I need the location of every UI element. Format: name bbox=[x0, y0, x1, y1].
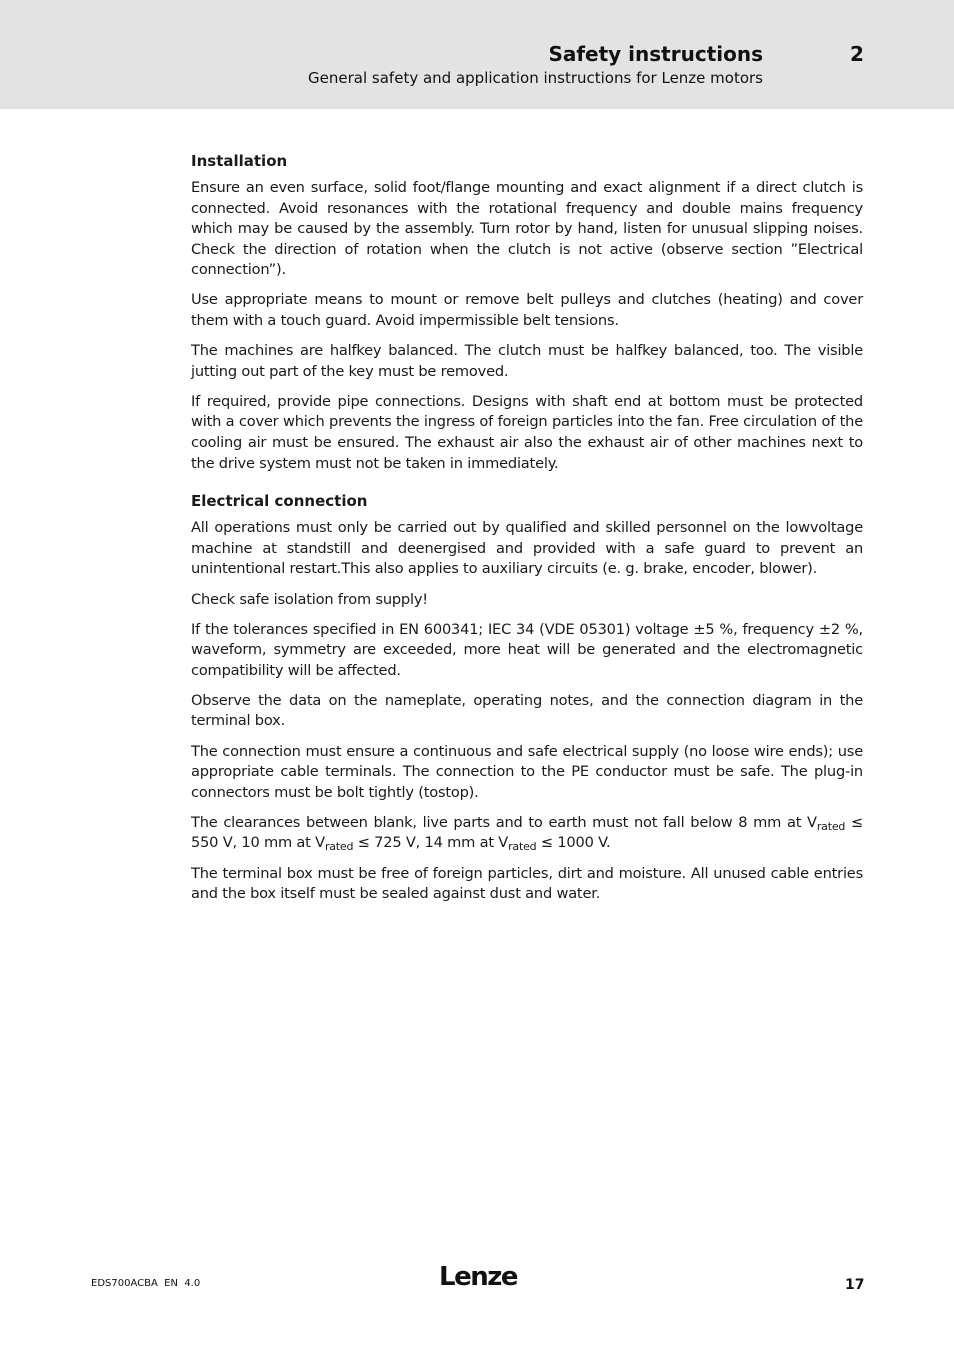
subscript-rated: rated bbox=[816, 819, 846, 833]
paragraph: Observe the data on the nameplate, operating notes, and the connection diagram in the terminal box. bbox=[191, 691, 863, 730]
paragraph: If required, provide pipe connections. Designs with shaft end at bottom must be protected with a cover which prevents the ingress of foreign particles into the fan. Free circulation of the cooling air must be ensured. The exhaust air also the exhaust air of other machines next to the drive system must not be taken in immediately. bbox=[191, 392, 863, 472]
section-subtitle: General safety and application instructions for Lenze motors bbox=[308, 69, 763, 87]
chapter-number: 2 bbox=[850, 42, 864, 66]
paragraph: The machines are halfkey balanced. The clutch must be halfkey balanced, too. The visible jutting out part of the key must be removed. bbox=[191, 342, 863, 380]
paragraph: The connection must ensure a continuous and safe electrical supply (no loose wire ends); use appropriate cable terminals. The connection to the PE conductor must be safe. The plug-in connectors must be bolt tightly (tostop). bbox=[191, 742, 863, 801]
paragraph-clearances bbox=[191, 813, 863, 854]
heading-installation: Installation bbox=[191, 152, 288, 170]
paragraph: Ensure an even surface, solid foot/flange mounting and exact alignment if a direct clutch is connected. Avoid resonances with the rotational frequency and double mains frequency which may be caused by the assembly. Turn rotor by hand, listen for unusual slipping noises. Check the direction of rotation when the clutch is not active (observe section ”Electrical connection”). bbox=[191, 179, 863, 279]
paragraph: The terminal box must be free of foreign particles, dirt and moisture. All unused cable entries and the box itself must be sealed against dust and water. bbox=[191, 864, 863, 903]
page-header bbox=[0, 0, 954, 109]
text-run: The clearances between blank, live parts and to earth must not fall below 8 mm at V bbox=[191, 813, 817, 831]
paragraph: Use appropriate means to mount or remove belt pulleys and clutches (heating) and cover them with a touch guard. Avoid impermissible belt tensions. bbox=[191, 291, 863, 330]
page-content bbox=[191, 150, 863, 914]
subscript-rated: rated bbox=[324, 840, 354, 854]
heading-electrical-connection: Electrical connection bbox=[191, 492, 368, 511]
paragraph: All operations must only be carried out by qualified and skilled personnel on the lowvoltage machine at standstill and deenergised and provided with a safe guard to prevent an unintentional restart.This also applies to auxiliary circuits (e. g. brake, encoder, blower). bbox=[191, 519, 863, 578]
document-code: EDS700ACBA EN 4.0 bbox=[91, 1278, 201, 1289]
text-run: ≤ 725 V, 14 mm at V bbox=[353, 834, 509, 852]
lenze-logo: Lenze bbox=[439, 1262, 517, 1292]
subscript-rated: rated bbox=[508, 840, 537, 854]
page-number: 17 bbox=[845, 1277, 865, 1293]
chapter-title: Safety instructions bbox=[548, 42, 763, 66]
text-run: ≤ 550 V, 10 mm at V bbox=[191, 813, 864, 852]
text-run: ≤ 1000 V. bbox=[536, 834, 611, 852]
paragraph: Check safe isolation from supply! bbox=[191, 590, 428, 608]
paragraph: If the tolerances specified in EN 600341; IEC 34 (VDE 05301) voltage ±5 %, frequency ±2 %, waveform, symmetry are exceeded, more heat will be generated and the electromagnetic compatibility will be affected. bbox=[191, 620, 863, 679]
